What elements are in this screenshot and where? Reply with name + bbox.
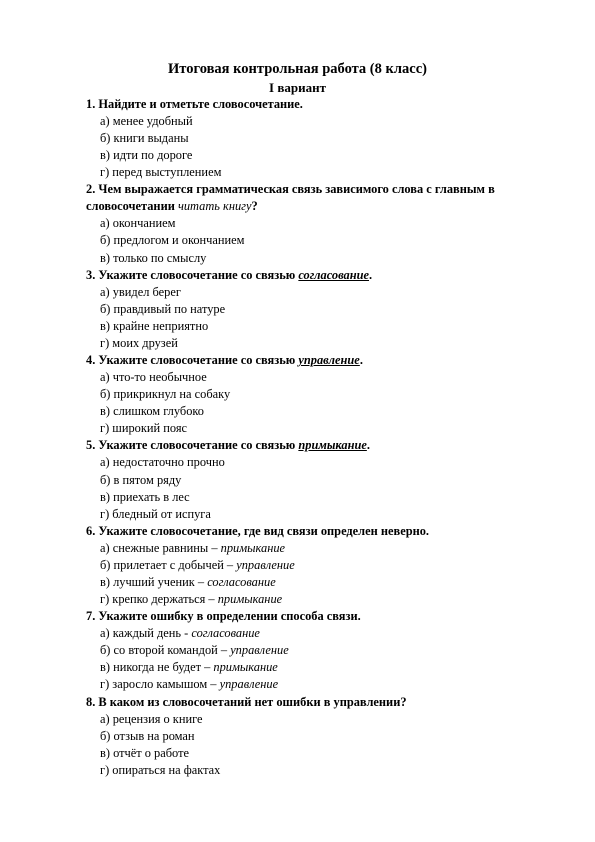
answer-option-text: б) книги выданы <box>100 131 189 146</box>
question-text-post: ? <box>251 199 258 214</box>
question-6 <box>86 523 556 540</box>
question-2 <box>86 181 556 215</box>
answer-option-text: в) лучший ученик – <box>100 574 208 589</box>
answer-option-link-type: примыкание <box>220 540 286 555</box>
answer-option-text: б) прилетает с добычей – <box>100 557 237 572</box>
answer-option <box>86 574 556 591</box>
question-text-post: . <box>366 438 370 453</box>
answer-option-text: а) увидел берег <box>100 284 181 299</box>
answer-option-link-type: примыкание <box>213 660 278 675</box>
question-text-pre: 5. Укажите словосочетание со связью <box>86 438 299 453</box>
question-4 <box>86 352 556 369</box>
answer-option <box>86 728 556 745</box>
question-7 <box>86 608 556 625</box>
answer-option-link-type: управление <box>219 677 279 692</box>
answer-option-text: б) со второй командой – <box>100 643 231 658</box>
answer-option-text: г) опираться на фактах <box>100 762 221 777</box>
answer-option-link-type: согласование <box>191 626 260 641</box>
question-text-pre: 6. Укажите словосочетание, где вид связи определен неверно. <box>86 523 430 538</box>
answer-option-text: г) перед выступлением <box>100 165 222 180</box>
page-title: Итоговая контрольная работа (8 класс) <box>168 61 427 77</box>
question-text-it: читать книгу <box>177 199 252 214</box>
answer-option <box>86 659 556 676</box>
answer-option-link-type: управление <box>230 643 289 658</box>
answer-option-text: б) в пятом ряду <box>100 472 182 487</box>
answer-option-text: в) приехать в лес <box>100 489 190 504</box>
variant-heading: I вариант <box>269 80 326 95</box>
answer-option <box>86 489 556 506</box>
answer-option <box>86 113 556 130</box>
answer-option <box>86 147 556 164</box>
answer-option-link-type: примыкание <box>217 592 283 607</box>
answer-option-text: в) слишком глубоко <box>100 404 204 419</box>
answer-option <box>86 745 556 762</box>
question-8 <box>86 694 556 711</box>
answer-option <box>86 369 556 386</box>
answer-option-text: в) отчёт о работе <box>100 745 190 760</box>
answer-option <box>86 130 556 147</box>
answer-option-text: г) моих друзей <box>100 335 178 350</box>
question-text-pre: 4. Укажите словосочетание со связью <box>86 353 299 368</box>
question-5 <box>86 437 556 454</box>
answer-option <box>86 335 556 352</box>
answer-option <box>86 711 556 728</box>
answer-option-text: б) отзыв на роман <box>100 728 195 743</box>
answer-option-text: б) прикрикнул на собаку <box>100 387 231 402</box>
answer-option <box>86 215 556 232</box>
question-text-pre: 7. Укажите ошибку в определении способа связи. <box>86 609 361 624</box>
answer-option-text: г) крепко держаться – <box>100 592 218 607</box>
answer-option <box>86 318 556 335</box>
answer-option <box>86 403 556 420</box>
answer-option <box>86 762 556 779</box>
question-text-pre: 1. Найдите и отметьте словосочетание. <box>86 97 303 111</box>
answer-option-text: а) снежные равнины – <box>100 540 221 555</box>
answer-option <box>86 625 556 642</box>
answer-option-link-type: согласование <box>207 574 276 589</box>
question-3 <box>86 267 556 284</box>
answer-option-text: а) рецензия о книге <box>100 711 203 726</box>
answer-option-text: г) заросло камышом – <box>100 677 220 692</box>
answer-option-text: в) только по смыслу <box>100 250 207 265</box>
answer-option <box>86 301 556 318</box>
answer-option <box>86 284 556 301</box>
question-1 <box>86 96 556 113</box>
answer-option-text: в) крайне неприятно <box>100 318 209 333</box>
answer-option-text: в) никогда не будет – <box>100 660 214 675</box>
answer-option-text: а) окончанием <box>100 216 176 231</box>
question-text-pre: 2. Чем выражается грамматическая связь зависимого слова с главным в словосочетании <box>86 182 495 214</box>
answer-option <box>86 232 556 249</box>
answer-option <box>86 164 556 181</box>
answer-option <box>86 472 556 489</box>
questions-list <box>86 96 556 779</box>
answer-option-text: б) предлогом и окончанием <box>100 233 245 248</box>
answer-option <box>86 557 556 574</box>
answer-option <box>86 250 556 267</box>
answer-option-text: а) каждый день - <box>100 626 192 641</box>
answer-option-text: б) правдивый по натуре <box>100 301 226 316</box>
answer-option <box>86 506 556 523</box>
question-text-pre: 8. В каком из словосочетаний нет ошибки в управлении? <box>86 694 407 709</box>
answer-option-text: а) недостаточно прочно <box>100 455 225 470</box>
answer-option-text: а) что-то необычное <box>100 370 207 385</box>
answer-option-link-type: управление <box>236 557 295 572</box>
answer-option <box>86 454 556 471</box>
answer-option <box>86 420 556 437</box>
question-text-post: . <box>359 353 363 368</box>
answer-option <box>86 540 556 557</box>
answer-option-text: а) менее удобный <box>100 114 193 128</box>
answer-option-text: г) широкий пояс <box>100 421 188 436</box>
answer-option-text: в) идти по дороге <box>100 148 193 163</box>
answer-option <box>86 591 556 608</box>
question-text-pre: 3. Укажите словосочетание со связью <box>86 267 299 282</box>
answer-option-text: г) бледный от испуга <box>100 506 211 521</box>
question-text-ul: согласование <box>298 267 370 282</box>
answer-option <box>86 642 556 659</box>
question-text-ul: управление <box>298 353 360 368</box>
answer-option <box>86 386 556 403</box>
answer-option <box>86 676 556 693</box>
question-text-ul: примыкание <box>298 438 367 453</box>
question-text-post: . <box>369 267 373 282</box>
